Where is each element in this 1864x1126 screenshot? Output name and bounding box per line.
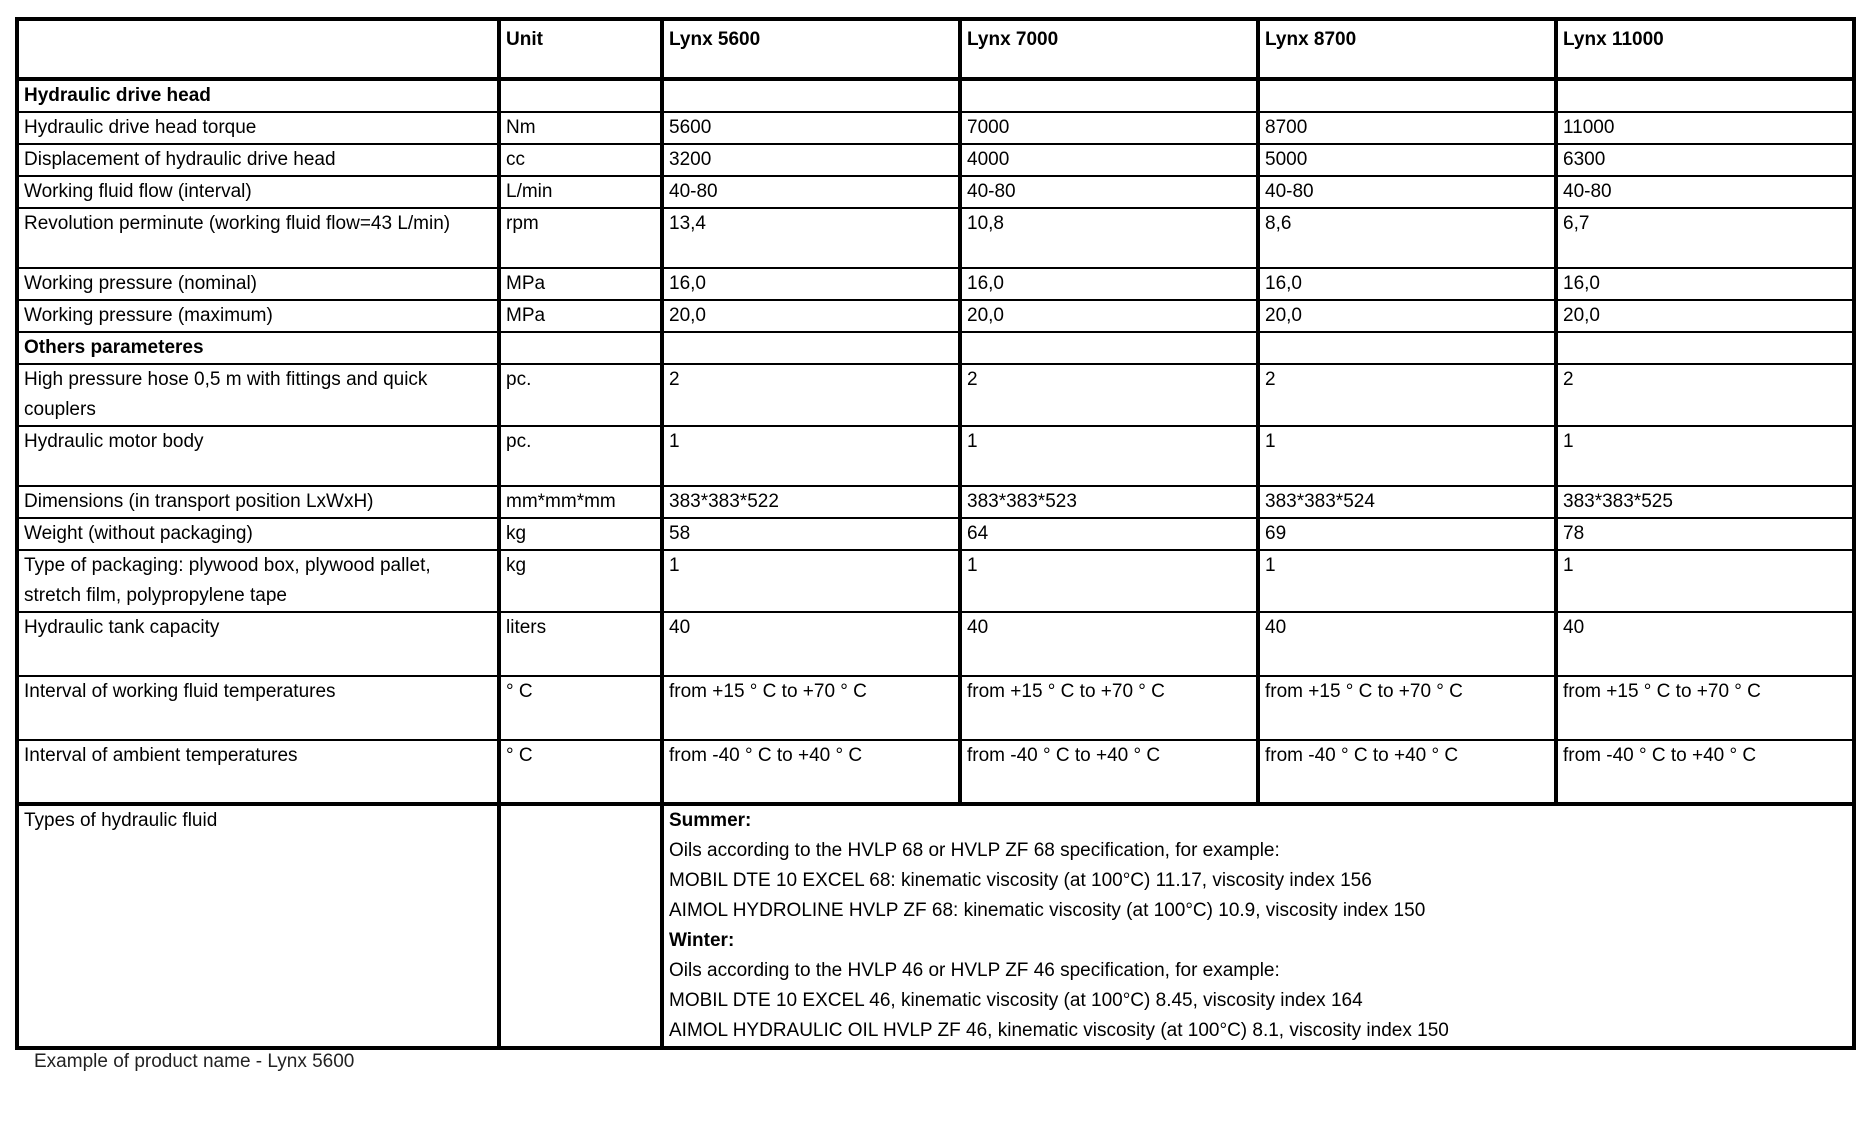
param-name: Working fluid flow (interval) (17, 176, 499, 208)
param-value: 5000 (1258, 144, 1556, 176)
param-unit: Nm (499, 112, 662, 144)
table-row (17, 426, 1854, 486)
param-name: Interval of ambient temperatures (17, 740, 499, 804)
param-value: 1 (1258, 426, 1556, 486)
section-row (17, 79, 1854, 112)
param-value: 20,0 (1556, 300, 1854, 332)
model-header-lynx-8700: Lynx 8700 (1258, 19, 1556, 79)
param-value: 78 (1556, 518, 1854, 550)
param-value: 40 (960, 612, 1258, 676)
param-value: 40 (1556, 612, 1854, 676)
param-unit: MPa (499, 300, 662, 332)
param-unit: mm*mm*mm (499, 486, 662, 518)
table-row (17, 268, 1854, 300)
summer-label: Summer: (669, 810, 752, 831)
param-value: 8,6 (1258, 208, 1556, 268)
param-value: 16,0 (1556, 268, 1854, 300)
param-unit: liters (499, 612, 662, 676)
param-value: 40-80 (960, 176, 1258, 208)
param-value: 1 (1556, 426, 1854, 486)
param-unit: kg (499, 550, 662, 612)
param-value: 40 (662, 612, 960, 676)
table-row (17, 144, 1854, 176)
param-value: 1 (662, 550, 960, 612)
table-row (17, 550, 1854, 612)
param-value: 2 (662, 364, 960, 426)
param-unit: pc. (499, 426, 662, 486)
product-name-caption (34, 1047, 354, 1077)
section-title: Others parameteres (17, 332, 499, 364)
param-value: 383*383*522 (662, 486, 960, 518)
table-row (17, 208, 1854, 268)
param-value: 1 (1556, 550, 1854, 612)
param-name: Hydraulic motor body (17, 426, 499, 486)
table-row (17, 300, 1854, 332)
param-name: Working pressure (nominal) (17, 268, 499, 300)
section-title: Hydraulic drive head (17, 79, 499, 112)
param-unit: pc. (499, 364, 662, 426)
param-name: Revolution perminute (working fluid flow=43 L/min) (17, 208, 499, 268)
summer-line: MOBIL DTE 10 EXCEL 68: kinematic viscosity (at 100°C) 11.17, viscosity index 156 (669, 870, 1372, 891)
fluid-unit (499, 804, 662, 1048)
param-value: from -40 ° C to +40 ° C (1258, 740, 1556, 804)
winter-line: Oils according to the HVLP 46 or HVLP ZF 46 specification, for example: (669, 960, 1280, 981)
param-value: 6,7 (1556, 208, 1854, 268)
param-name: High pressure hose 0,5 m with fittings and quick couplers (17, 364, 499, 426)
fluid-description (662, 804, 1854, 1048)
param-value: 5600 (662, 112, 960, 144)
unit-header: Unit (499, 19, 662, 79)
model-header-lynx-7000: Lynx 7000 (960, 19, 1258, 79)
caption-product: Lynx 5600 (267, 1051, 355, 1072)
param-unit: kg (499, 518, 662, 550)
param-value: 383*383*525 (1556, 486, 1854, 518)
table-row (17, 740, 1854, 804)
param-name: Displacement of hydraulic drive head (17, 144, 499, 176)
param-value: 64 (960, 518, 1258, 550)
param-value: 20,0 (662, 300, 960, 332)
param-value: 11000 (1556, 112, 1854, 144)
param-value: 10,8 (960, 208, 1258, 268)
winter-line: AIMOL HYDRAULIC OIL HVLP ZF 46, kinematic viscosity (at 100°C) 8.1, viscosity index 150 (669, 1020, 1449, 1041)
param-value: from -40 ° C to +40 ° C (662, 740, 960, 804)
param-unit: L/min (499, 176, 662, 208)
param-value: from +15 ° C to +70 ° C (960, 676, 1258, 740)
param-value: 6300 (1556, 144, 1854, 176)
param-value: 16,0 (1258, 268, 1556, 300)
param-value: 2 (1556, 364, 1854, 426)
header-row (17, 19, 1854, 79)
param-unit: ° C (499, 676, 662, 740)
table-row (17, 364, 1854, 426)
param-value: from -40 ° C to +40 ° C (1556, 740, 1854, 804)
winter-line: MOBIL DTE 10 EXCEL 46, kinematic viscosity (at 100°C) 8.45, viscosity index 164 (669, 990, 1363, 1011)
param-value: 4000 (960, 144, 1258, 176)
param-name: Type of packaging: plywood box, plywood pallet, stretch film, polypropylene tape (17, 550, 499, 612)
section-row (17, 332, 1854, 364)
param-value: 20,0 (1258, 300, 1556, 332)
param-value: 40-80 (662, 176, 960, 208)
table-row (17, 486, 1854, 518)
param-name: Hydraulic tank capacity (17, 612, 499, 676)
spec-table (15, 17, 1856, 1050)
param-name: Dimensions (in transport position LxWxH) (17, 486, 499, 518)
param-value: 40-80 (1258, 176, 1556, 208)
param-value: 8700 (1258, 112, 1556, 144)
caption-prefix: Example of product name - (34, 1051, 268, 1072)
param-unit: ° C (499, 740, 662, 804)
winter-label: Winter: (669, 930, 735, 951)
spec-sheet (15, 17, 1852, 1046)
param-value: 3200 (662, 144, 960, 176)
param-value: from +15 ° C to +70 ° C (1556, 676, 1854, 740)
param-value: 1 (960, 426, 1258, 486)
param-value: 13,4 (662, 208, 960, 268)
param-value: 16,0 (662, 268, 960, 300)
summer-line: AIMOL HYDROLINE HVLP ZF 68: kinematic viscosity (at 100°C) 10.9, viscosity index 150 (669, 900, 1426, 921)
param-value: 7000 (960, 112, 1258, 144)
param-value: 383*383*523 (960, 486, 1258, 518)
param-unit: rpm (499, 208, 662, 268)
param-value: 20,0 (960, 300, 1258, 332)
param-value: from -40 ° C to +40 ° C (960, 740, 1258, 804)
param-value: 2 (960, 364, 1258, 426)
fluid-row (17, 804, 1854, 1048)
param-value: 40 (1258, 612, 1556, 676)
table-row (17, 518, 1854, 550)
table-row (17, 112, 1854, 144)
table-row (17, 612, 1854, 676)
model-header-lynx-5600: Lynx 5600 (662, 19, 960, 79)
table-row (17, 176, 1854, 208)
param-value: from +15 ° C to +70 ° C (1258, 676, 1556, 740)
param-name: Working pressure (maximum) (17, 300, 499, 332)
table-row (17, 676, 1854, 740)
param-value: 58 (662, 518, 960, 550)
fluid-name: Types of hydraulic fluid (17, 804, 499, 1048)
param-name: Hydraulic drive head torque (17, 112, 499, 144)
model-header-lynx-11000: Lynx 11000 (1556, 19, 1854, 79)
param-value: 69 (1258, 518, 1556, 550)
param-name: Interval of working fluid temperatures (17, 676, 499, 740)
param-name: Weight (without packaging) (17, 518, 499, 550)
param-unit: MPa (499, 268, 662, 300)
param-value: from +15 ° C to +70 ° C (662, 676, 960, 740)
param-value: 383*383*524 (1258, 486, 1556, 518)
param-value: 1 (960, 550, 1258, 612)
summer-line: Oils according to the HVLP 68 or HVLP ZF 68 specification, for example: (669, 840, 1280, 861)
header-corner-cell (17, 19, 499, 79)
param-value: 16,0 (960, 268, 1258, 300)
param-value: 1 (662, 426, 960, 486)
param-value: 40-80 (1556, 176, 1854, 208)
param-value: 2 (1258, 364, 1556, 426)
param-value: 1 (1258, 550, 1556, 612)
param-unit: cc (499, 144, 662, 176)
